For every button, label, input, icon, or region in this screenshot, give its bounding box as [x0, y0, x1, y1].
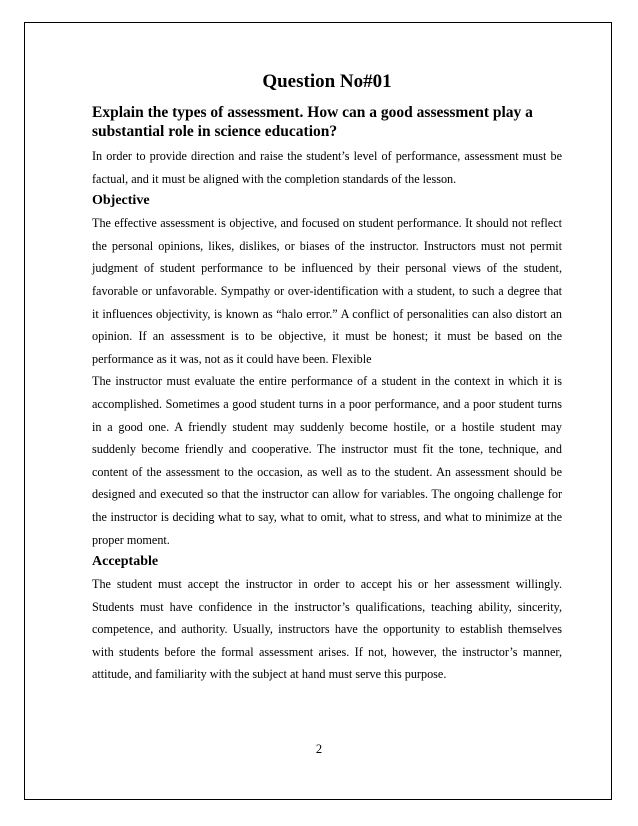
section-heading-acceptable: Acceptable: [92, 554, 159, 570]
intro-paragraph: In order to provide direction and raise the student’s level of performance, assessment must be factual, and it must be aligned with the completion standards of the lesson.: [92, 149, 562, 186]
question-text: Explain the types of assessment. How can a good assessment play a substantial role in science education?: [92, 104, 533, 140]
acceptable-paragraph: The student must accept the instructor in order to accept his or her assessment willingly. Students must have confidence in the instructor’s qualifications, teaching ability, sincerity, competence, and authority. Usually, instructors have the opportunity to establish themselves with students before the formal assessment arises. If not, however, the instructor’s manner, attitude, and familiarity with the subject at hand must serve this purpose.: [92, 577, 562, 682]
section-heading-objective: Objective: [92, 193, 150, 209]
page-title: Question No#01: [262, 71, 392, 92]
page-content: [92, 70, 562, 686]
page-number: 2: [315, 742, 323, 756]
flexible-paragraph: The instructor must evaluate the entire performance of a student in the context in which it is accomplished. Sometimes a good student turns in a poor performance, and a poor student turns in a good one. A friendly student may suddenly become hostile, or a hostile student may suddenly become friendly and cooperative. The instructor must fit the tone, technique, and content of the assessment to the occasion, as well as to the student. An assessment should be designed and executed so that the instructor can allow for variables. The ongoing challenge for the instructor is deciding what to say, what to omit, what to stress, and what to minimize at the proper moment.: [92, 374, 562, 547]
objective-paragraph: The effective assessment is objective, and focused on student performance. It should not reflect the personal opinions, likes, dislikes, or biases of the instructor. Instructors must not permit judgment of student performance to be influenced by their personal views of the student, favorable or unfavorable. Sympathy or over-identification with a student, to such a degree that it influences objectivity, is known as “halo error.” A conflict of personalities can also distort an opinion. If an assessment is to be objective, it must be honest; it must be based on the performance as it was, not as it could have been. Flexible: [92, 216, 562, 366]
